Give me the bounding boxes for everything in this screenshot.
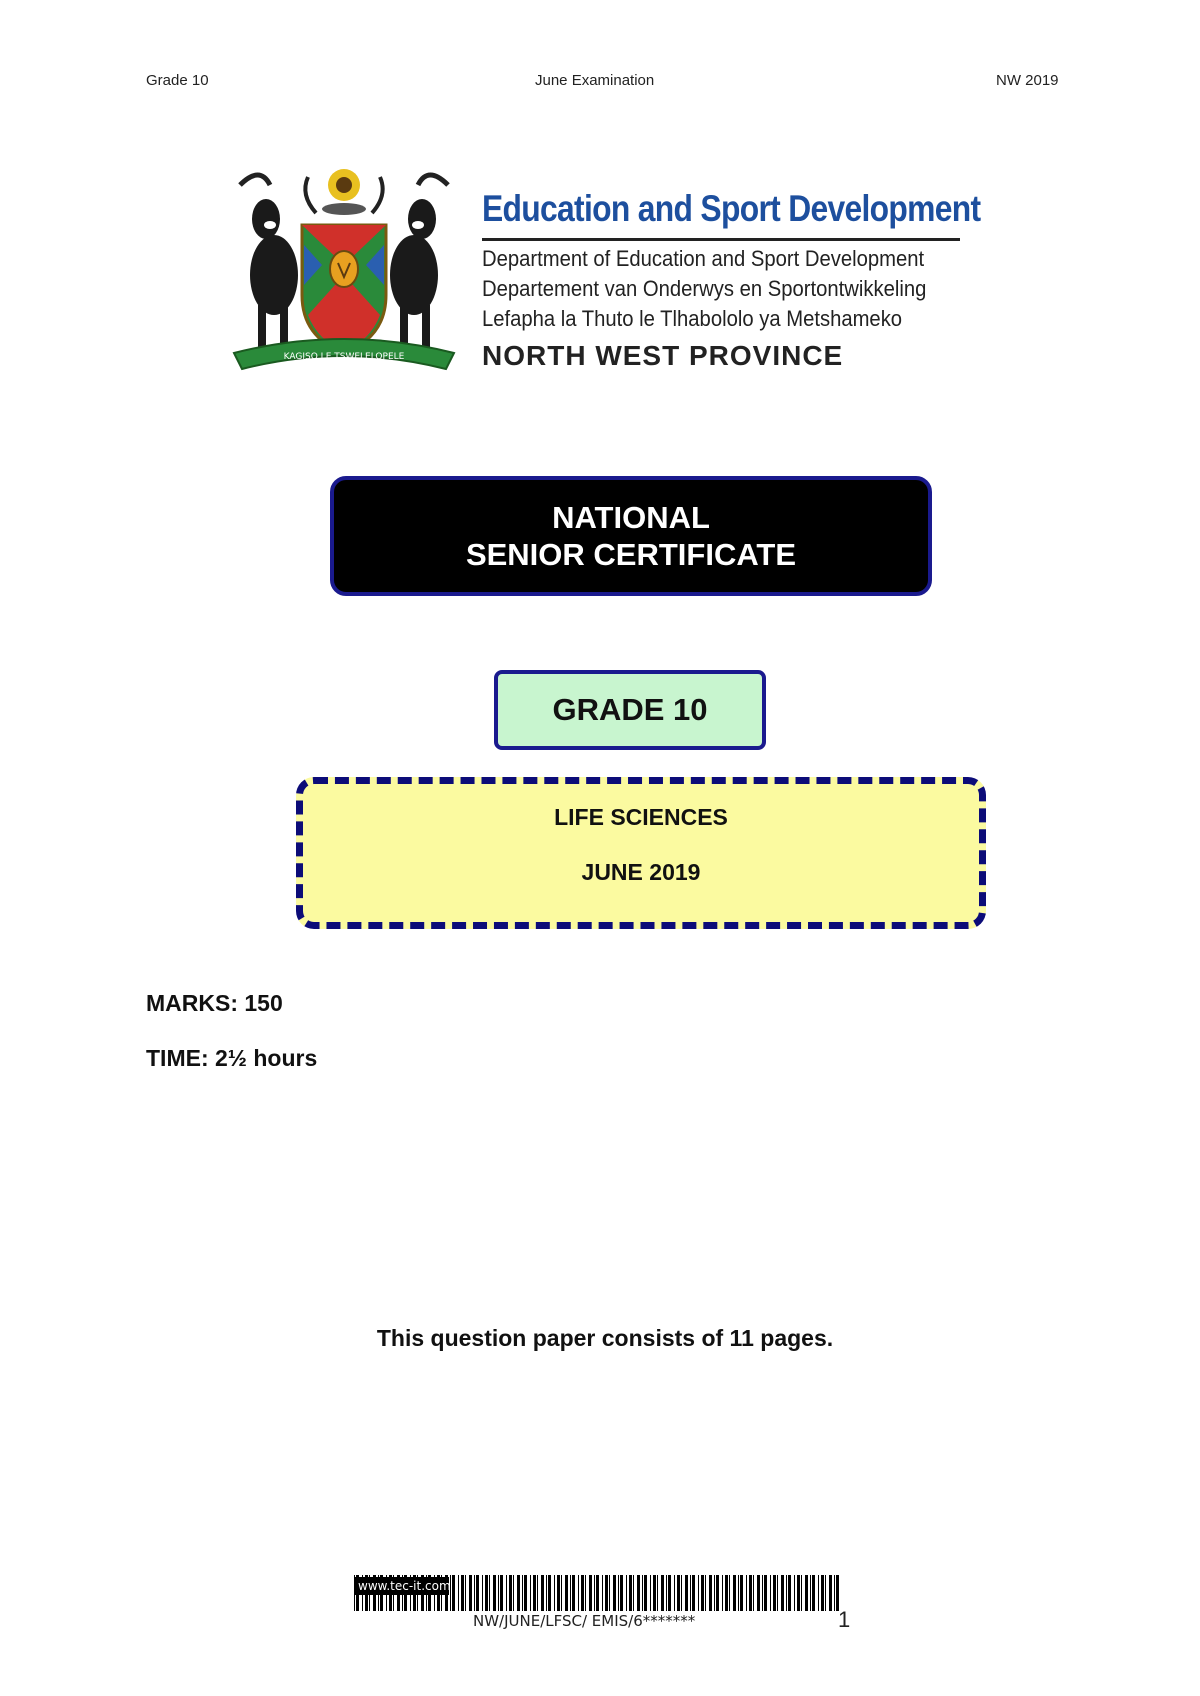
barcode-bar — [661, 1575, 664, 1611]
barcode-bar — [493, 1575, 496, 1611]
barcode-bar — [546, 1575, 547, 1611]
barcode-bar — [530, 1575, 531, 1611]
subject-box — [296, 777, 986, 929]
barcode-bar — [585, 1575, 586, 1611]
barcode-bar — [805, 1575, 808, 1611]
barcode-bar — [674, 1575, 675, 1611]
barcode-bar — [698, 1575, 699, 1611]
certificate-banner — [330, 476, 932, 596]
department-name-english: Department of Education and Sport Development — [482, 246, 925, 271]
barcode-bar — [517, 1575, 520, 1611]
barcode-bar — [524, 1575, 527, 1611]
barcode-bar — [685, 1575, 688, 1611]
barcode-bar — [513, 1575, 514, 1611]
barcode-bar — [781, 1575, 784, 1611]
barcode-bar — [498, 1575, 499, 1611]
marks-label: MARKS: — [146, 990, 238, 1016]
barcode-bar — [589, 1575, 592, 1611]
barcode-site: www.tec-it.com — [358, 1579, 451, 1593]
barcode-bar — [541, 1575, 544, 1611]
barcode-bar — [668, 1575, 671, 1611]
barcode-bar — [557, 1575, 560, 1611]
barcode-bar — [716, 1575, 719, 1611]
barcode-bar — [705, 1575, 706, 1611]
barcode-bar — [500, 1575, 503, 1611]
barcode-bar — [609, 1575, 610, 1611]
barcode-bar — [620, 1575, 623, 1611]
time-value: 2½ hours — [215, 1045, 318, 1071]
marks-line — [146, 990, 283, 1017]
barcode-bar — [548, 1575, 551, 1611]
barcode-bar — [690, 1575, 691, 1611]
department-name-setswana: Lefapha la Thuto le Tlhabololo ya Metshameko — [482, 306, 903, 331]
motto-text: KAGISO LE TSWELELOPELE — [283, 352, 405, 362]
barcode-bar — [469, 1575, 472, 1611]
barcode-bar — [829, 1575, 832, 1611]
barcode-bar — [692, 1575, 695, 1611]
marks-value: 150 — [244, 990, 283, 1016]
barcode-bar — [788, 1575, 791, 1611]
shield-icon — [302, 225, 386, 353]
barcode-bar — [533, 1575, 536, 1611]
barcode-bar — [653, 1575, 656, 1611]
barcode-bar — [637, 1575, 640, 1611]
barcode-bar — [509, 1575, 512, 1611]
barcode-bar — [757, 1575, 760, 1611]
barcode-bar — [764, 1575, 767, 1611]
barcode-bar — [762, 1575, 763, 1611]
barcode-bar — [777, 1575, 778, 1611]
barcode-bar — [714, 1575, 715, 1611]
coat-of-arms-logo — [230, 165, 458, 385]
barcode-bar — [722, 1575, 723, 1611]
barcode-bar — [642, 1575, 643, 1611]
barcode-bar — [594, 1575, 595, 1611]
certificate-line-1: NATIONAL — [552, 500, 710, 535]
barcode-bar — [572, 1575, 575, 1611]
page-count-note: This question paper consists of 11 pages. — [376, 1325, 834, 1351]
certificate-line-2: SENIOR CERTIFICATE — [465, 537, 797, 572]
barcode-bar — [810, 1575, 811, 1611]
barcode-bar — [596, 1575, 599, 1611]
barcode-bar — [452, 1575, 455, 1611]
barcode-bar — [797, 1575, 800, 1611]
barcode-bar — [701, 1575, 704, 1611]
header-grade: Grade 10 — [146, 72, 209, 89]
title-divider — [482, 238, 960, 241]
barcode-bar — [626, 1575, 627, 1611]
barcode-bar — [633, 1575, 634, 1611]
barcode-bar — [474, 1575, 475, 1611]
right-antelope-icon — [390, 175, 448, 355]
barcode-bar — [746, 1575, 747, 1611]
barcode-bar — [554, 1575, 555, 1611]
barcode-bar — [657, 1575, 658, 1611]
barcode-bar — [801, 1575, 802, 1611]
barcode-bar — [570, 1575, 571, 1611]
grade-badge: GRADE 10 — [494, 670, 766, 750]
province-name: NORTH WEST PROVINCE — [482, 340, 844, 371]
barcode-bar — [461, 1575, 464, 1611]
barcode-bar — [821, 1575, 824, 1611]
barcode-bar — [825, 1575, 826, 1611]
sunflower-icon — [328, 169, 360, 201]
department-name-afrikaans: Departement van Onderwys en Sportontwikkeling — [482, 276, 927, 301]
time-label: TIME: — [146, 1045, 209, 1071]
barcode-bar — [725, 1575, 728, 1611]
barcode-bar — [773, 1575, 776, 1611]
subject-name: LIFE SCIENCES — [554, 804, 728, 830]
barcode-bar — [561, 1575, 562, 1611]
time-line — [146, 1045, 317, 1072]
barcode-bar — [565, 1575, 568, 1611]
barcode-bar — [650, 1575, 651, 1611]
page-number: 1 — [838, 1607, 851, 1632]
barcode-bar — [618, 1575, 619, 1611]
exam-date: JUNE 2019 — [581, 859, 701, 885]
barcode-bar — [537, 1575, 538, 1611]
barcode-bar — [733, 1575, 736, 1611]
barcode-bar — [709, 1575, 712, 1611]
barcode-bar — [522, 1575, 523, 1611]
barcode — [354, 1575, 840, 1611]
barcode-bar — [677, 1575, 680, 1611]
department-title: Education and Sport Development — [482, 188, 981, 229]
barcode-bar — [818, 1575, 819, 1611]
barcode-bar — [836, 1575, 839, 1611]
barcode-bar — [786, 1575, 787, 1611]
barcode-caption: NW/JUNE/LFSC/ EMIS/6******* — [473, 1612, 696, 1630]
header-exam: June Examination — [535, 72, 655, 89]
barcode-bar — [666, 1575, 667, 1611]
barcode-bar — [740, 1575, 743, 1611]
barcode-bar — [629, 1575, 632, 1611]
barcode-bar — [482, 1575, 483, 1611]
barcode-bar — [753, 1575, 754, 1611]
barcode-bar — [738, 1575, 739, 1611]
barcode-bar — [465, 1575, 466, 1611]
barcode-bar — [506, 1575, 507, 1611]
barcode-bar — [489, 1575, 490, 1611]
barcode-bar — [770, 1575, 771, 1611]
left-antelope-icon — [240, 175, 298, 355]
barcode-bar — [458, 1575, 459, 1611]
barcode-bar — [794, 1575, 795, 1611]
barcode-bar — [581, 1575, 584, 1611]
barcode-bar — [834, 1575, 835, 1611]
barcode-bar — [476, 1575, 479, 1611]
barcode-bar — [613, 1575, 616, 1611]
header-year: NW 2019 — [996, 72, 1059, 89]
barcode-bar — [749, 1575, 752, 1611]
barcode-bar — [644, 1575, 647, 1611]
barcode-bar — [578, 1575, 579, 1611]
barcode-bar — [485, 1575, 488, 1611]
barcode-bar — [729, 1575, 730, 1611]
barcode-bar — [605, 1575, 608, 1611]
barcode-bar — [812, 1575, 815, 1611]
barcode-bar — [681, 1575, 682, 1611]
barcode-bar — [602, 1575, 603, 1611]
